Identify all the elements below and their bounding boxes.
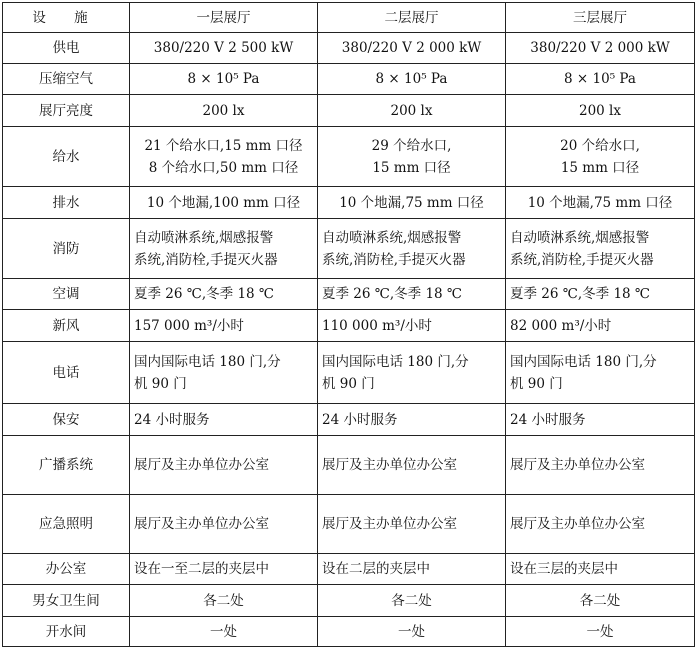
- table-cell: 设在一至二层的夹层中: [130, 554, 318, 585]
- table-row: [3, 95, 695, 127]
- table-row: [3, 495, 695, 554]
- row-label: 消防: [3, 219, 130, 279]
- table-row: [3, 33, 695, 64]
- table-row: [3, 554, 695, 585]
- row-label: 给水: [3, 127, 130, 187]
- cell-line: 自动喷淋系统,烟感报警: [510, 229, 650, 246]
- table-cell: [130, 127, 318, 187]
- table-cell: [130, 219, 318, 279]
- table-cell: 各二处: [506, 585, 695, 617]
- cell-line: 国内国际电话 180 门,分: [510, 353, 657, 370]
- header-floor-1: 一层展厅: [130, 3, 318, 33]
- table-cell: 380/220 V 2 000 kW: [506, 33, 695, 64]
- table-row: [3, 404, 695, 436]
- table-cell: 夏季 26 ℃,冬季 18 ℃: [130, 279, 318, 310]
- table-cell: [318, 219, 506, 279]
- table-cell: [506, 219, 695, 279]
- cell-line: 自动喷淋系统,烟感报警: [322, 229, 462, 246]
- table-cell: 展厅及主办单位办公室: [318, 495, 506, 554]
- header-floor-2: 二层展厅: [318, 3, 506, 33]
- table-cell: 一处: [318, 617, 506, 647]
- cell-line: 机 90 门: [322, 375, 375, 392]
- row-label: 开水间: [3, 617, 130, 647]
- cell-line: 国内国际电话 180 门,分: [322, 353, 469, 370]
- table-cell: [130, 342, 318, 404]
- table-cell: 展厅及主办单位办公室: [130, 495, 318, 554]
- table-cell: 200 lx: [318, 95, 506, 127]
- table-cell: 82 000 m³/小时: [506, 310, 695, 342]
- table-cell: [318, 342, 506, 404]
- table-cell: 展厅及主办单位办公室: [130, 436, 318, 495]
- row-label: 空调: [3, 279, 130, 310]
- table-row: [3, 617, 695, 647]
- table-row: [3, 310, 695, 342]
- row-label: 新风: [3, 310, 130, 342]
- table-cell: 夏季 26 ℃,冬季 18 ℃: [318, 279, 506, 310]
- row-label: 办公室: [3, 554, 130, 585]
- cell-line: 国内国际电话 180 门,分: [134, 353, 281, 370]
- header-row: [3, 3, 695, 33]
- row-label: 压缩空气: [3, 64, 130, 95]
- table-cell: 24 小时服务: [130, 404, 318, 436]
- cell-line: 系统,消防栓,手提灭火器: [134, 251, 278, 268]
- table-cell: 各二处: [130, 585, 318, 617]
- table-cell: 200 lx: [506, 95, 695, 127]
- header-facility: 设 施: [3, 3, 130, 33]
- table-cell: [506, 342, 695, 404]
- table-cell: 一处: [506, 617, 695, 647]
- table-cell: 10 个地漏,100 mm 口径: [130, 187, 318, 219]
- table-cell: 380/220 V 2 000 kW: [318, 33, 506, 64]
- table-row: [3, 187, 695, 219]
- cell-line: 15 mm 口径: [560, 159, 640, 176]
- table-cell: 8 × 10⁵ Pa: [506, 64, 695, 95]
- table-cell: 夏季 26 ℃,冬季 18 ℃: [506, 279, 695, 310]
- table-cell: 8 × 10⁵ Pa: [130, 64, 318, 95]
- row-label: 排水: [3, 187, 130, 219]
- cell-line: 系统,消防栓,手提灭火器: [510, 251, 654, 268]
- row-label: 电话: [3, 342, 130, 404]
- cell-line: 机 90 门: [510, 375, 563, 392]
- cell-line: 8 个给水口,50 mm 口径: [148, 159, 299, 176]
- table-cell: 380/220 V 2 500 kW: [130, 33, 318, 64]
- cell-line: 21 个给水口,15 mm 口径: [144, 137, 303, 154]
- row-label: 男女卫生间: [3, 585, 130, 617]
- row-label: 保安: [3, 404, 130, 436]
- table-row: [3, 436, 695, 495]
- table-cell: 一处: [130, 617, 318, 647]
- table-row: [3, 64, 695, 95]
- table-cell: 24 小时服务: [318, 404, 506, 436]
- table-cell: [318, 127, 506, 187]
- table-cell: 设在三层的夹层中: [506, 554, 695, 585]
- table-row: [3, 342, 695, 404]
- row-label: 展厅亮度: [3, 95, 130, 127]
- table-cell: 展厅及主办单位办公室: [506, 436, 695, 495]
- table-row: [3, 219, 695, 279]
- row-label: 应急照明: [3, 495, 130, 554]
- row-label: 供电: [3, 33, 130, 64]
- table-row: [3, 127, 695, 187]
- table-cell: 设在二层的夹层中: [318, 554, 506, 585]
- cell-line: 15 mm 口径: [372, 159, 451, 176]
- table-cell: 8 × 10⁵ Pa: [318, 64, 506, 95]
- cell-line: 系统,消防栓,手提灭火器: [322, 251, 466, 268]
- row-label: 广播系统: [3, 436, 130, 495]
- header-floor-3: 三层展厅: [506, 3, 695, 33]
- table-row: [3, 279, 695, 310]
- table-row: [3, 585, 695, 617]
- table-cell: 10 个地漏,75 mm 口径: [318, 187, 506, 219]
- cell-line: 自动喷淋系统,烟感报警: [134, 229, 274, 246]
- table-cell: 10 个地漏,75 mm 口径: [506, 187, 695, 219]
- table-cell: 157 000 m³/小时: [130, 310, 318, 342]
- table-cell: 200 lx: [130, 95, 318, 127]
- cell-line: 29 个给水口,: [371, 137, 452, 154]
- table-cell: 展厅及主办单位办公室: [506, 495, 695, 554]
- table-cell: 110 000 m³/小时: [318, 310, 506, 342]
- table-cell: [506, 127, 695, 187]
- cell-line: 20 个给水口,: [560, 137, 640, 154]
- facilities-table: [2, 2, 695, 647]
- table-cell: 各二处: [318, 585, 506, 617]
- table-cell: 24 小时服务: [506, 404, 695, 436]
- table-cell: 展厅及主办单位办公室: [318, 436, 506, 495]
- cell-line: 机 90 门: [134, 375, 187, 392]
